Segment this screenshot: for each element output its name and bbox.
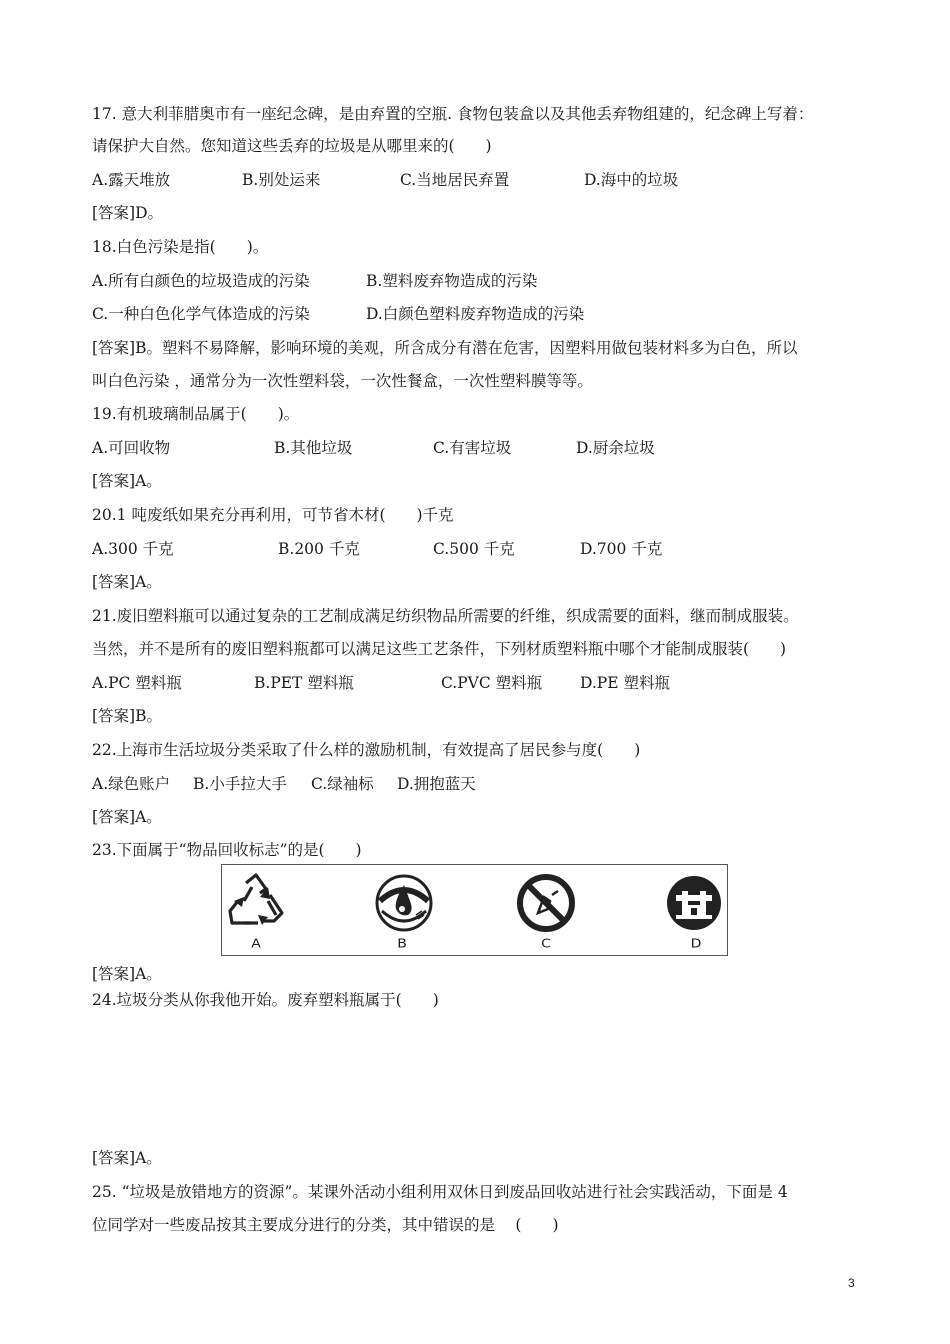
q22-option-c: C.绿袖标 bbox=[311, 775, 374, 793]
q17-answer: [答案]D。 bbox=[92, 204, 164, 222]
q20-option-b: B.200 千克 bbox=[278, 540, 360, 558]
q22-option-a: A.绿色账户 bbox=[92, 775, 171, 793]
q23-stem: 23.下面属于“物品回收标志”的是( ) bbox=[92, 841, 362, 859]
q18-option-c: C.一种白色化学气体造成的污染 bbox=[92, 305, 310, 323]
q22-option-b: B.小手拉大手 bbox=[193, 775, 287, 793]
q17-option-d: D.海中的垃圾 bbox=[584, 171, 679, 189]
q21-option-c: C.PVC 塑料瓶 bbox=[441, 674, 543, 692]
figure-label-d: D bbox=[690, 936, 702, 952]
q18-option-d: D.白颜色塑料废弃物造成的污染 bbox=[366, 305, 585, 323]
q17-stem-line2: 请保护大自然。您知道这些丢弃的垃圾是从哪里来的( ) bbox=[92, 137, 492, 155]
q22-answer: [答案]A。 bbox=[92, 808, 162, 826]
q18-option-a: A.所有白颜色的垃圾造成的污染 bbox=[92, 272, 310, 290]
q21-option-b: B.PET 塑料瓶 bbox=[254, 674, 354, 692]
q17-option-c: C.当地居民弃置 bbox=[400, 171, 510, 189]
q19-stem: 19.有机玻璃制品属于( )。 bbox=[92, 405, 300, 423]
q19-option-b: B.其他垃圾 bbox=[274, 439, 353, 457]
q21-option-a: A.PC 塑料瓶 bbox=[92, 674, 182, 692]
q25-stem-line1: 25. “垃圾是放错地方的资源”。某课外活动小组利用双休日到废品回收站进行社会实践活动，下面是 4 bbox=[92, 1183, 788, 1201]
q23-symbols-figure bbox=[221, 864, 728, 956]
q20-option-c: C.500 千克 bbox=[433, 540, 515, 558]
page-number: 3 bbox=[848, 1276, 855, 1290]
figure-label-c: C bbox=[541, 936, 551, 952]
q21-stem-line2: 当然，并不是所有的废旧塑料瓶都可以满足这些工艺条件，下列材质塑料瓶中哪个才能制成服装( ) bbox=[92, 640, 787, 658]
q22-stem: 22.上海市生活垃圾分类采取了什么样的激励机制，有效提高了居民参与度( ) bbox=[92, 741, 641, 759]
q25-stem-line2: 位同学对一些废品按其主要成分进行的分类，其中错误的是 ( ) bbox=[92, 1216, 559, 1234]
q21-stem-line1: 21.废旧塑料瓶可以通过复杂的工艺制成满足纺织物品所需要的纤维，织成需要的面料，继而制成服装。 bbox=[92, 607, 799, 625]
q22-option-d: D.拥抱蓝天 bbox=[397, 775, 476, 793]
q18-answer-line2: 叫白色污染 ，通常分为一次性塑料袋，一次性餐盒，一次性塑料膜等等。 bbox=[92, 372, 593, 390]
q17-option-a: A.露天堆放 bbox=[92, 171, 171, 189]
q18-option-b: B.塑料废弃物造成的污染 bbox=[366, 272, 538, 290]
circle-symbol-icon bbox=[662, 871, 726, 935]
water-drop-icon bbox=[372, 871, 436, 935]
q20-option-d: D.700 千克 bbox=[580, 540, 663, 558]
q17-stem-line1: 17. 意大利菲腊奥市有一座纪念碑，是由弃置的空瓶. 食物包装盒以及其他丢弃物组建的，纪念碑上写着： bbox=[92, 105, 814, 123]
q19-answer: [答案]A。 bbox=[92, 472, 162, 490]
q20-stem: 20.1 吨废纸如果充分再利用，可节省木材( )千克 bbox=[92, 506, 454, 524]
q21-option-d: D.PE 塑料瓶 bbox=[580, 674, 670, 692]
q19-option-d: D.厨余垃圾 bbox=[576, 439, 655, 457]
q23-answer: [答案]A。 bbox=[92, 965, 162, 983]
q18-stem: 18.白色污染是指( )。 bbox=[92, 238, 269, 256]
q24-answer: [答案]A。 bbox=[92, 1149, 162, 1167]
figure-label-a: A bbox=[251, 936, 261, 952]
q24-stem: 24.垃圾分类从你我他开始。废弃塑料瓶属于( ) bbox=[92, 991, 439, 1009]
q21-answer: [答案]B。 bbox=[92, 707, 162, 725]
q19-option-c: C.有害垃圾 bbox=[433, 439, 512, 457]
q18-answer-line1: [答案]B。塑料不易降解，影响环境的美观，所含成分有潜在危害，因塑料用做包装材料多为白色，所以 bbox=[92, 339, 798, 357]
recycle-icon bbox=[224, 871, 288, 935]
q19-option-a: A.可回收物 bbox=[92, 439, 171, 457]
no-littering-icon bbox=[514, 871, 578, 935]
q20-option-a: A.300 千克 bbox=[92, 540, 174, 558]
q20-answer: [答案]A。 bbox=[92, 573, 162, 591]
figure-label-b: B bbox=[397, 936, 407, 952]
q17-option-b: B.别处运来 bbox=[242, 171, 321, 189]
